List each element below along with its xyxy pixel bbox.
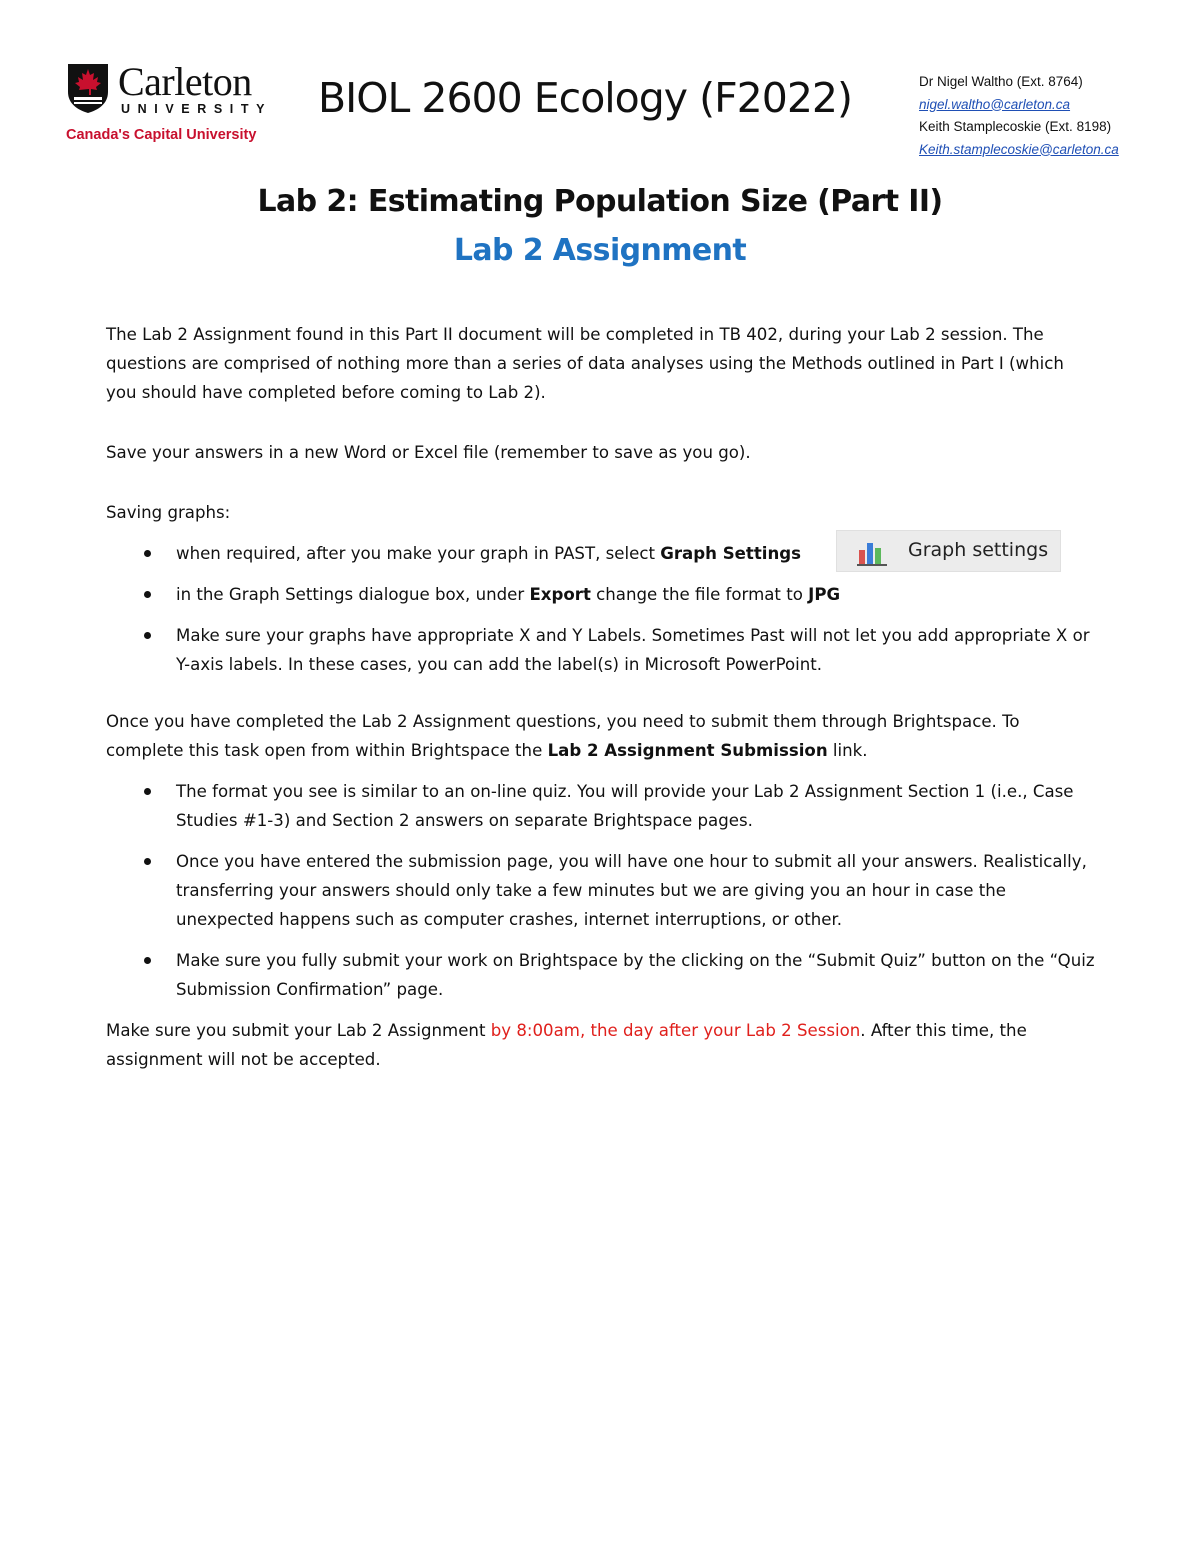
submission-link-name: Lab 2 Assignment Submission xyxy=(547,741,828,760)
logo-tagline: Canada's Capital University xyxy=(66,127,257,143)
bullet-icon xyxy=(144,858,151,865)
deadline-highlight: by 8:00am, the day after your Lab 2 Session xyxy=(490,1021,861,1040)
list-item xyxy=(106,946,1096,1004)
submission-text: link. xyxy=(827,741,868,760)
deadline-text: Make sure you submit your Lab 2 Assignment xyxy=(106,1021,491,1040)
bullet-icon xyxy=(144,957,151,964)
saving-graphs-list xyxy=(106,539,1096,679)
contact-name: Keith Stamplecoskie (Ext. 8198) xyxy=(919,119,1112,134)
list-item xyxy=(106,847,1096,934)
bullet-text: in the Graph Settings dialogue box, under xyxy=(176,585,530,604)
deadline-text: . After this time, the assignment will not be accepted. xyxy=(106,1021,1027,1069)
bullet-icon xyxy=(144,632,151,639)
contact-email-link[interactable]: Keith.stamplecoskie@carleton.ca xyxy=(919,141,1119,157)
contact-block xyxy=(919,71,1119,161)
logo-wordmark: Carleton xyxy=(118,59,252,104)
contact-name: Dr Nigel Waltho (Ext. 8764) xyxy=(919,74,1083,89)
contact-email-link[interactable]: nigel.waltho@carleton.ca xyxy=(919,96,1071,112)
maple-leaf-shield-icon xyxy=(66,62,110,114)
bullet-text: Make sure your graphs have appropriate X and Y Labels. Sometimes Past will not let you add appropriate X or Y-axis labels. In these cases, you can add the label(s) in Microsoft PowerPoint. xyxy=(176,626,1090,674)
bullet-text: Once you have entered the submission page, you will have one hour to submit all your answers. Realistically, transferring your answers should only take a few minutes but we are giving you an hour in case the unexpected happens such as computer crashes, internet interruptions, or other. xyxy=(176,852,1087,929)
list-item xyxy=(106,777,1096,835)
deadline-paragraph xyxy=(106,1016,1096,1074)
submission-paragraph xyxy=(106,707,1096,765)
bullet-text: Make sure you fully submit your work on Brightspace by the clicking on the “Submit Quiz” button on the “Quiz Submission Confirmation” page. xyxy=(176,951,1095,999)
bullet-icon xyxy=(144,788,151,795)
bullet-bold-text: Export xyxy=(529,585,591,604)
document-body xyxy=(106,320,1096,1105)
bullet-text: when required, after you make your graph in PAST, select xyxy=(176,544,661,563)
list-item xyxy=(106,539,1096,568)
bullet-bold-text: Graph Settings xyxy=(660,544,802,563)
submission-text: Once you have completed the Lab 2 Assignment questions, you need to submit them through Brightspace. To complete this task open from within Brightspace the xyxy=(106,712,1020,760)
bullet-text: change the file format to xyxy=(590,585,809,604)
carleton-logo xyxy=(66,59,286,146)
list-item xyxy=(106,580,1096,609)
bullet-text: The format you see is similar to an on-line quiz. You will provide your Lab 2 Assignment Section 1 (i.e., Case Studies #1-3) and Section 2 answers on separate Brightspace pages. xyxy=(176,782,1074,830)
bullet-bold-text: JPG xyxy=(808,585,841,604)
graph-settings-label: Graph settings xyxy=(908,539,1049,561)
save-instructions: Save your answers in a new Word or Excel file (remember to save as you go). xyxy=(106,443,751,462)
page-subtitle: Lab 2 Assignment xyxy=(453,233,747,268)
list-item xyxy=(106,621,1096,679)
saving-graphs-heading: Saving graphs: xyxy=(106,503,231,522)
bullet-icon xyxy=(144,591,151,598)
course-title: BIOL 2600 Ecology (F2022) xyxy=(318,74,852,122)
submission-list xyxy=(106,777,1096,1004)
logo-university: UNIVERSITY xyxy=(121,102,273,116)
intro-paragraph: The Lab 2 Assignment found in this Part II document will be completed in TB 402, during your Lab 2 session. The questions are comprised of nothing more than a series of data analyses using the Methods outlined in Part I (which you should have completed before coming to Lab 2). xyxy=(106,325,1064,402)
page-title: Lab 2: Estimating Population Size (Part II) xyxy=(257,184,943,219)
bullet-icon xyxy=(144,550,151,557)
